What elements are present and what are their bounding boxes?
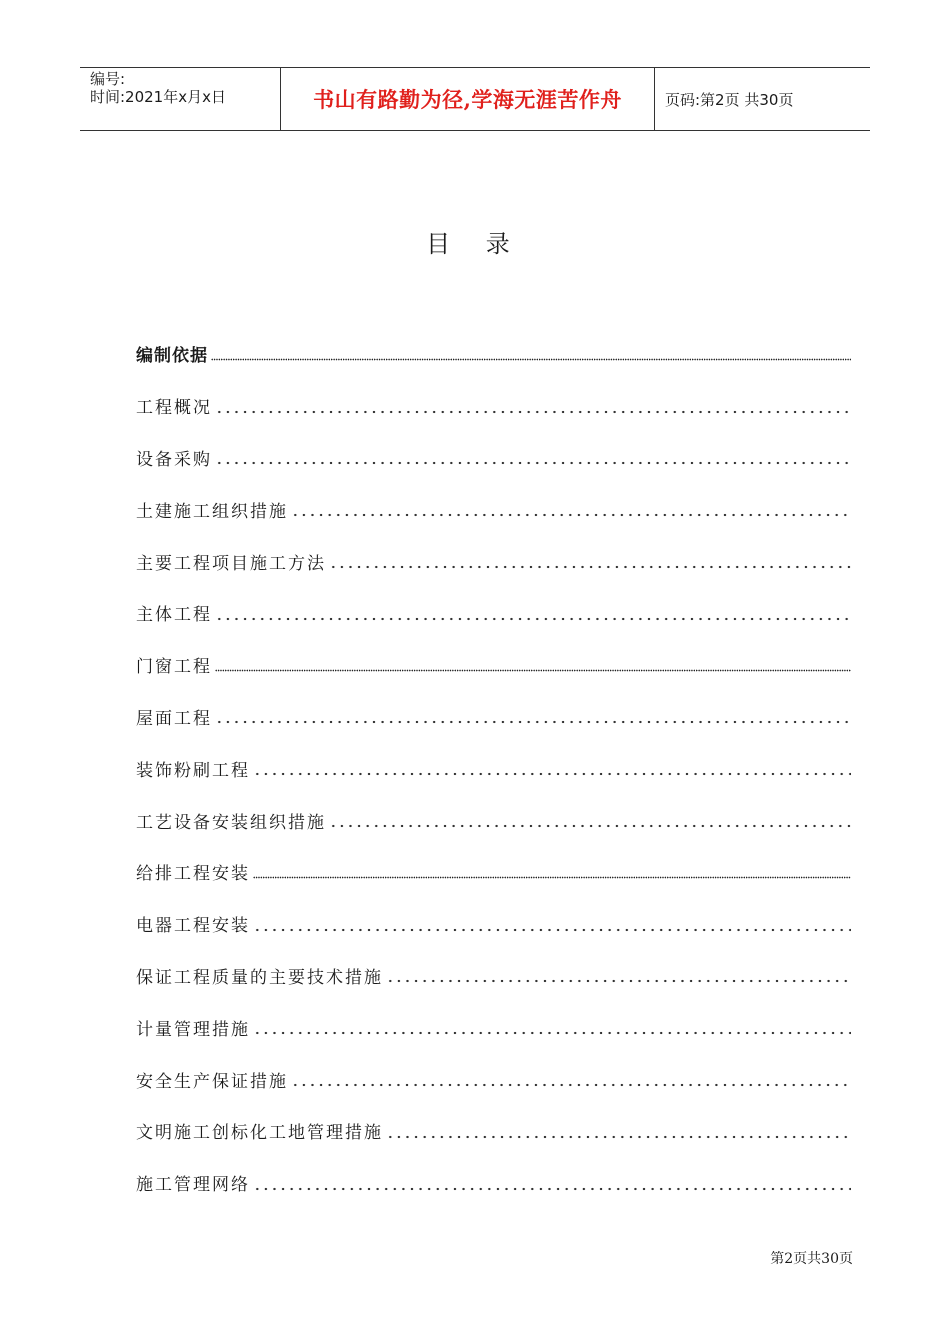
header-motto-cell bbox=[281, 68, 655, 130]
dot-leader bbox=[386, 1135, 851, 1139]
toc-item[interactable] bbox=[136, 328, 851, 380]
dot-leader bbox=[215, 669, 851, 672]
dot-leader bbox=[291, 1083, 851, 1087]
toc-item-label: 装饰粉刷工程 bbox=[136, 760, 250, 781]
toc-item[interactable] bbox=[136, 639, 851, 691]
dot-leader bbox=[215, 461, 851, 465]
page-info: 页码:第2页 共30页 bbox=[665, 90, 794, 109]
dot-leader bbox=[215, 617, 851, 621]
page-header bbox=[80, 67, 870, 131]
dot-leader bbox=[215, 410, 851, 414]
toc-item[interactable] bbox=[136, 535, 851, 587]
toc-item-label: 工程概况 bbox=[136, 398, 212, 419]
dot-leader bbox=[329, 824, 851, 828]
time-label: 时间:2021年x月x日 bbox=[90, 88, 226, 106]
motto: 书山有路勤为径,学海无涯苦作舟 bbox=[313, 87, 622, 112]
toc-item-label: 设备采购 bbox=[136, 449, 212, 470]
toc-item[interactable] bbox=[136, 483, 851, 535]
dot-leader bbox=[253, 876, 851, 879]
toc-item-label: 施工管理网络 bbox=[136, 1175, 250, 1196]
toc-item[interactable] bbox=[136, 898, 851, 950]
toc-item[interactable] bbox=[136, 1157, 851, 1209]
toc-item-label: 安全生产保证措施 bbox=[136, 1071, 288, 1092]
toc-item-label: 土建施工组织措施 bbox=[136, 501, 288, 522]
toc-item[interactable] bbox=[136, 691, 851, 743]
toc-item[interactable] bbox=[136, 432, 851, 484]
dot-leader bbox=[215, 720, 851, 724]
dot-leader bbox=[253, 1187, 851, 1191]
toc-item[interactable] bbox=[136, 950, 851, 1002]
dot-leader bbox=[253, 928, 851, 932]
dot-leader bbox=[253, 1031, 851, 1035]
dot-leader bbox=[329, 565, 851, 569]
table-of-contents bbox=[136, 328, 851, 1209]
toc-item-label: 电器工程安装 bbox=[136, 916, 250, 937]
page-footer: 第2页共30页 bbox=[770, 1251, 853, 1267]
toc-item[interactable] bbox=[136, 380, 851, 432]
toc-item-label: 文明施工创标化工地管理措施 bbox=[136, 1123, 383, 1144]
toc-item-label: 编制依据 bbox=[136, 346, 208, 367]
header-meta bbox=[80, 68, 281, 130]
dot-leader bbox=[291, 513, 851, 517]
toc-item-label: 主要工程项目施工方法 bbox=[136, 553, 326, 574]
toc-item[interactable] bbox=[136, 1001, 851, 1053]
dot-leader bbox=[253, 772, 851, 776]
toc-item-label: 计量管理措施 bbox=[136, 1019, 250, 1040]
toc-item[interactable] bbox=[136, 742, 851, 794]
toc-item[interactable] bbox=[136, 587, 851, 639]
dot-leader bbox=[386, 979, 851, 983]
toc-item-label: 工艺设备安装组织措施 bbox=[136, 812, 326, 833]
toc-item-label: 门窗工程 bbox=[136, 657, 212, 678]
number-label: 编号: bbox=[90, 70, 126, 88]
toc-item[interactable] bbox=[136, 794, 851, 846]
dot-leader bbox=[211, 358, 851, 361]
toc-item-label: 保证工程质量的主要技术措施 bbox=[136, 967, 383, 988]
toc-item-label: 给排工程安装 bbox=[136, 864, 250, 885]
toc-title: 目 录 bbox=[426, 230, 524, 258]
toc-item[interactable] bbox=[136, 1053, 851, 1105]
header-page-info bbox=[655, 68, 870, 130]
toc-item[interactable] bbox=[136, 846, 851, 898]
toc-item[interactable] bbox=[136, 1105, 851, 1157]
toc-item-label: 主体工程 bbox=[136, 605, 212, 626]
toc-item-label: 屋面工程 bbox=[136, 708, 212, 729]
